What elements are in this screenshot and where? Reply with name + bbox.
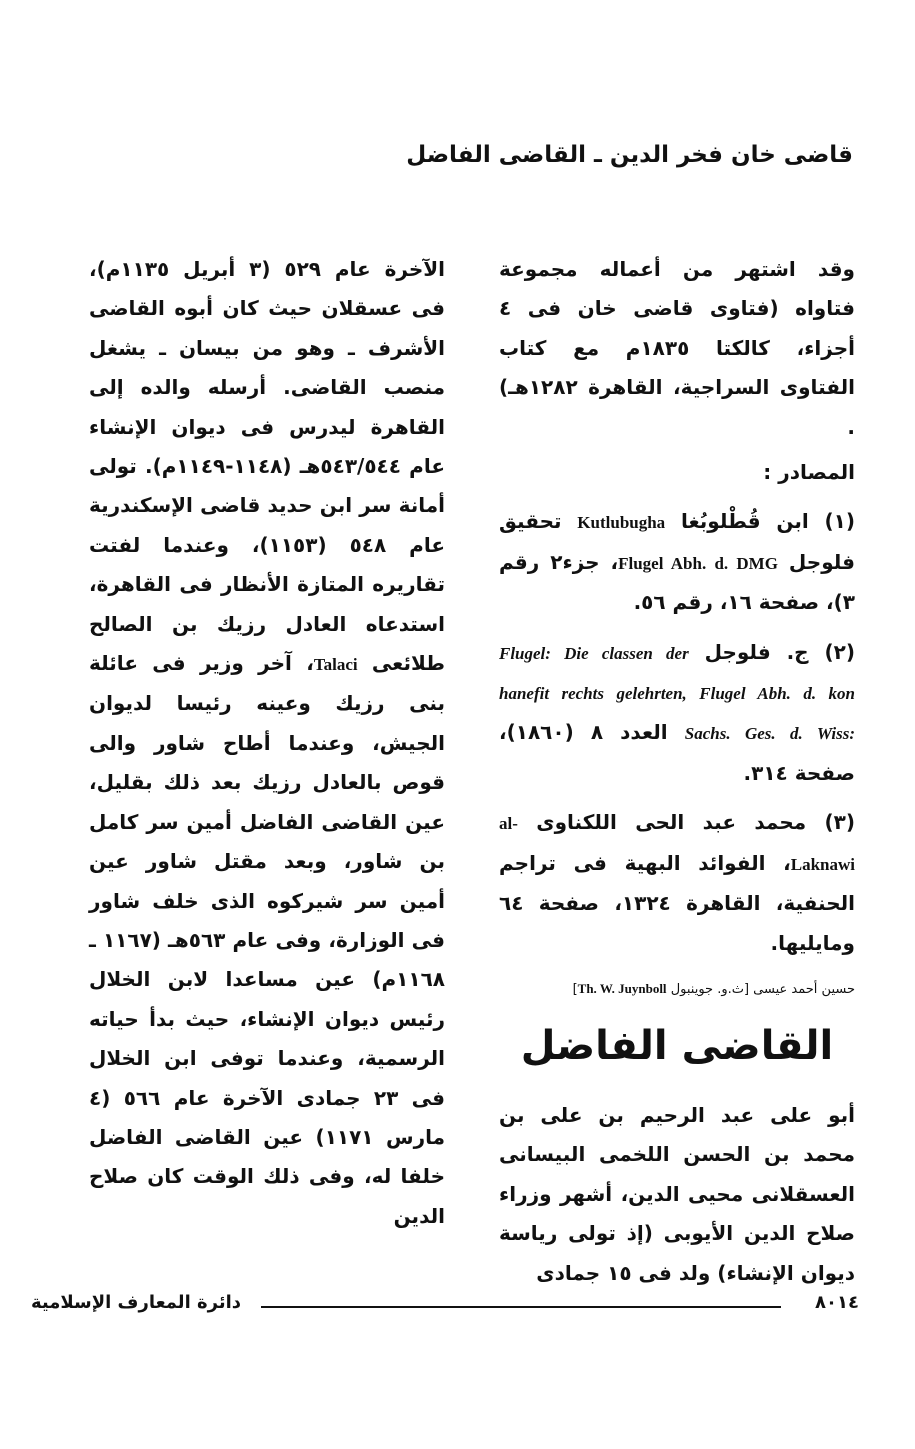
sources-heading: المصادر :	[763, 460, 855, 485]
intro-paragraph: وقد اشتهر من أعماله مجموعة فتاواه (فتاوى قاضى خان فى ٤ أجزاء، كالكتا ١٨٣٥م مع كتاب الفتاوى السراجية، القاهرة ١٢٨٢هـ) .	[499, 257, 855, 439]
reference-3-arabic-a: (٣) محمد عبد الحى اللكناوى	[536, 810, 855, 835]
continuation-arabic-b: ، آخر وزير فى عائلة بنى رزيك وعينه رئيسا لديوان الجيش، وعندما أطاح شاور والى قوص بالعادل رزيك بعد ذلك بقليل، عين القاضى الفاضل أمين سر كامل بن شاور، وبعد مقتل شاور عين أمين سر شيركوه الذى خلف شاور فى الوزارة، وفى عام ٥٦٣هـ (١١٦٧ ـ ١١٦٨م) عين مساعدا لابن الخلال رئيس ديوان الإنشاء، حيث بدأ حياته الرسمية، وعندما توفى ابن الخلال فى ٢٣ جمادى الآخرة عام ٥٦٦ (٤ مارس ١١٧١) عين القاضى الفاضل خلفا له، وفى ذلك الوقت كان صلاح الدين	[89, 651, 446, 1228]
continuation-latin: Talaci	[313, 655, 358, 675]
article-continuation	[89, 250, 445, 1236]
reference-3-arabic-b: ، الفوائد البهية فى تراجم الحنفية، القاهرة ١٣٢٤، صفحة ٦٤ ومايليها.	[499, 850, 855, 955]
author-close-bracket: ]	[572, 981, 578, 997]
encyclopedia-name: دائرة المعارف الإسلامية	[30, 1292, 241, 1313]
reference-1	[499, 502, 855, 622]
reference-1-arabic-c: ، جزء٢ رقم ٣)، صفحة ١٦، رقم ٥٦.	[499, 549, 855, 615]
right-column	[499, 250, 855, 1293]
article-opening-paragraph: أبو على عبد الرحيم بن على بن محمد بن الحسن اللخمى البيسانى العسقلانى محيى الدين، أشهر وزراء صلاح الدين الأيوبى (إذ تولى رياسة ديوان الإنشاء) ولد فى ١٥ جمادى	[499, 1102, 855, 1285]
reference-3-latin: al-Laknawi	[499, 814, 855, 874]
running-header: قاضى خان فخر الدين ـ القاضى الفاضل	[406, 142, 853, 168]
author-latin: Th. W. Juynboll	[577, 980, 667, 996]
reference-1-arabic-a: (١) ابن قُطْلوبُغا	[680, 509, 855, 534]
left-column	[89, 250, 445, 1236]
reference-2-arabic-a: (٢) ج. فلوجل	[704, 639, 855, 664]
reference-3	[499, 803, 855, 963]
reference-1-arabic-b: تحقيق فلوجل	[499, 509, 855, 574]
reference-2-latin: Flugel: Die classen der hanefit rechts gelehrten, Flugel Abh. d. kon Sachs. Ges. d. Wiss:	[499, 643, 855, 744]
page-number: ٨٠١٤	[815, 1292, 859, 1313]
reference-2-arabic-b: العدد ٨ (١٨٦٠)، صفحة ٣١٤.	[499, 720, 855, 785]
reference-2	[499, 633, 855, 794]
article-title: القاضى الفاضل	[520, 1022, 834, 1069]
article-author	[499, 979, 855, 1000]
reference-1-latin-b: Flugel Abh. d. DMG	[618, 553, 778, 573]
footer-rule	[261, 1306, 781, 1308]
continuation-arabic-a: الآخرة عام ٥٢٩ (٣ أبريل ١١٣٥م)، فى عسقلان حيث كان أبوه القاضى الأشرف ـ وهو من بيسان ـ يشغل منصب القاضى. أرسله والده إلى القاهرة ليدرس فى ديوان الإنشاء عام ٥٤٣/٥٤٤هـ (١١٤٨-١١٤٩م). تولى أمانة سر ابن حديد قاضى الإسكندرية عام ٥٤٨ (١١٥٣)، وعندما لفتت تقاريره المتازة الأنظار فى القاهرة، استدعاه العادل رزيك بن الصالح طلائعى	[89, 257, 446, 676]
page-footer	[30, 1292, 859, 1322]
reference-1-latin-a: Kutlubugha	[577, 513, 666, 533]
author-arabic: حسين أحمد عيسى [ث.و. جوينبول	[670, 981, 855, 997]
